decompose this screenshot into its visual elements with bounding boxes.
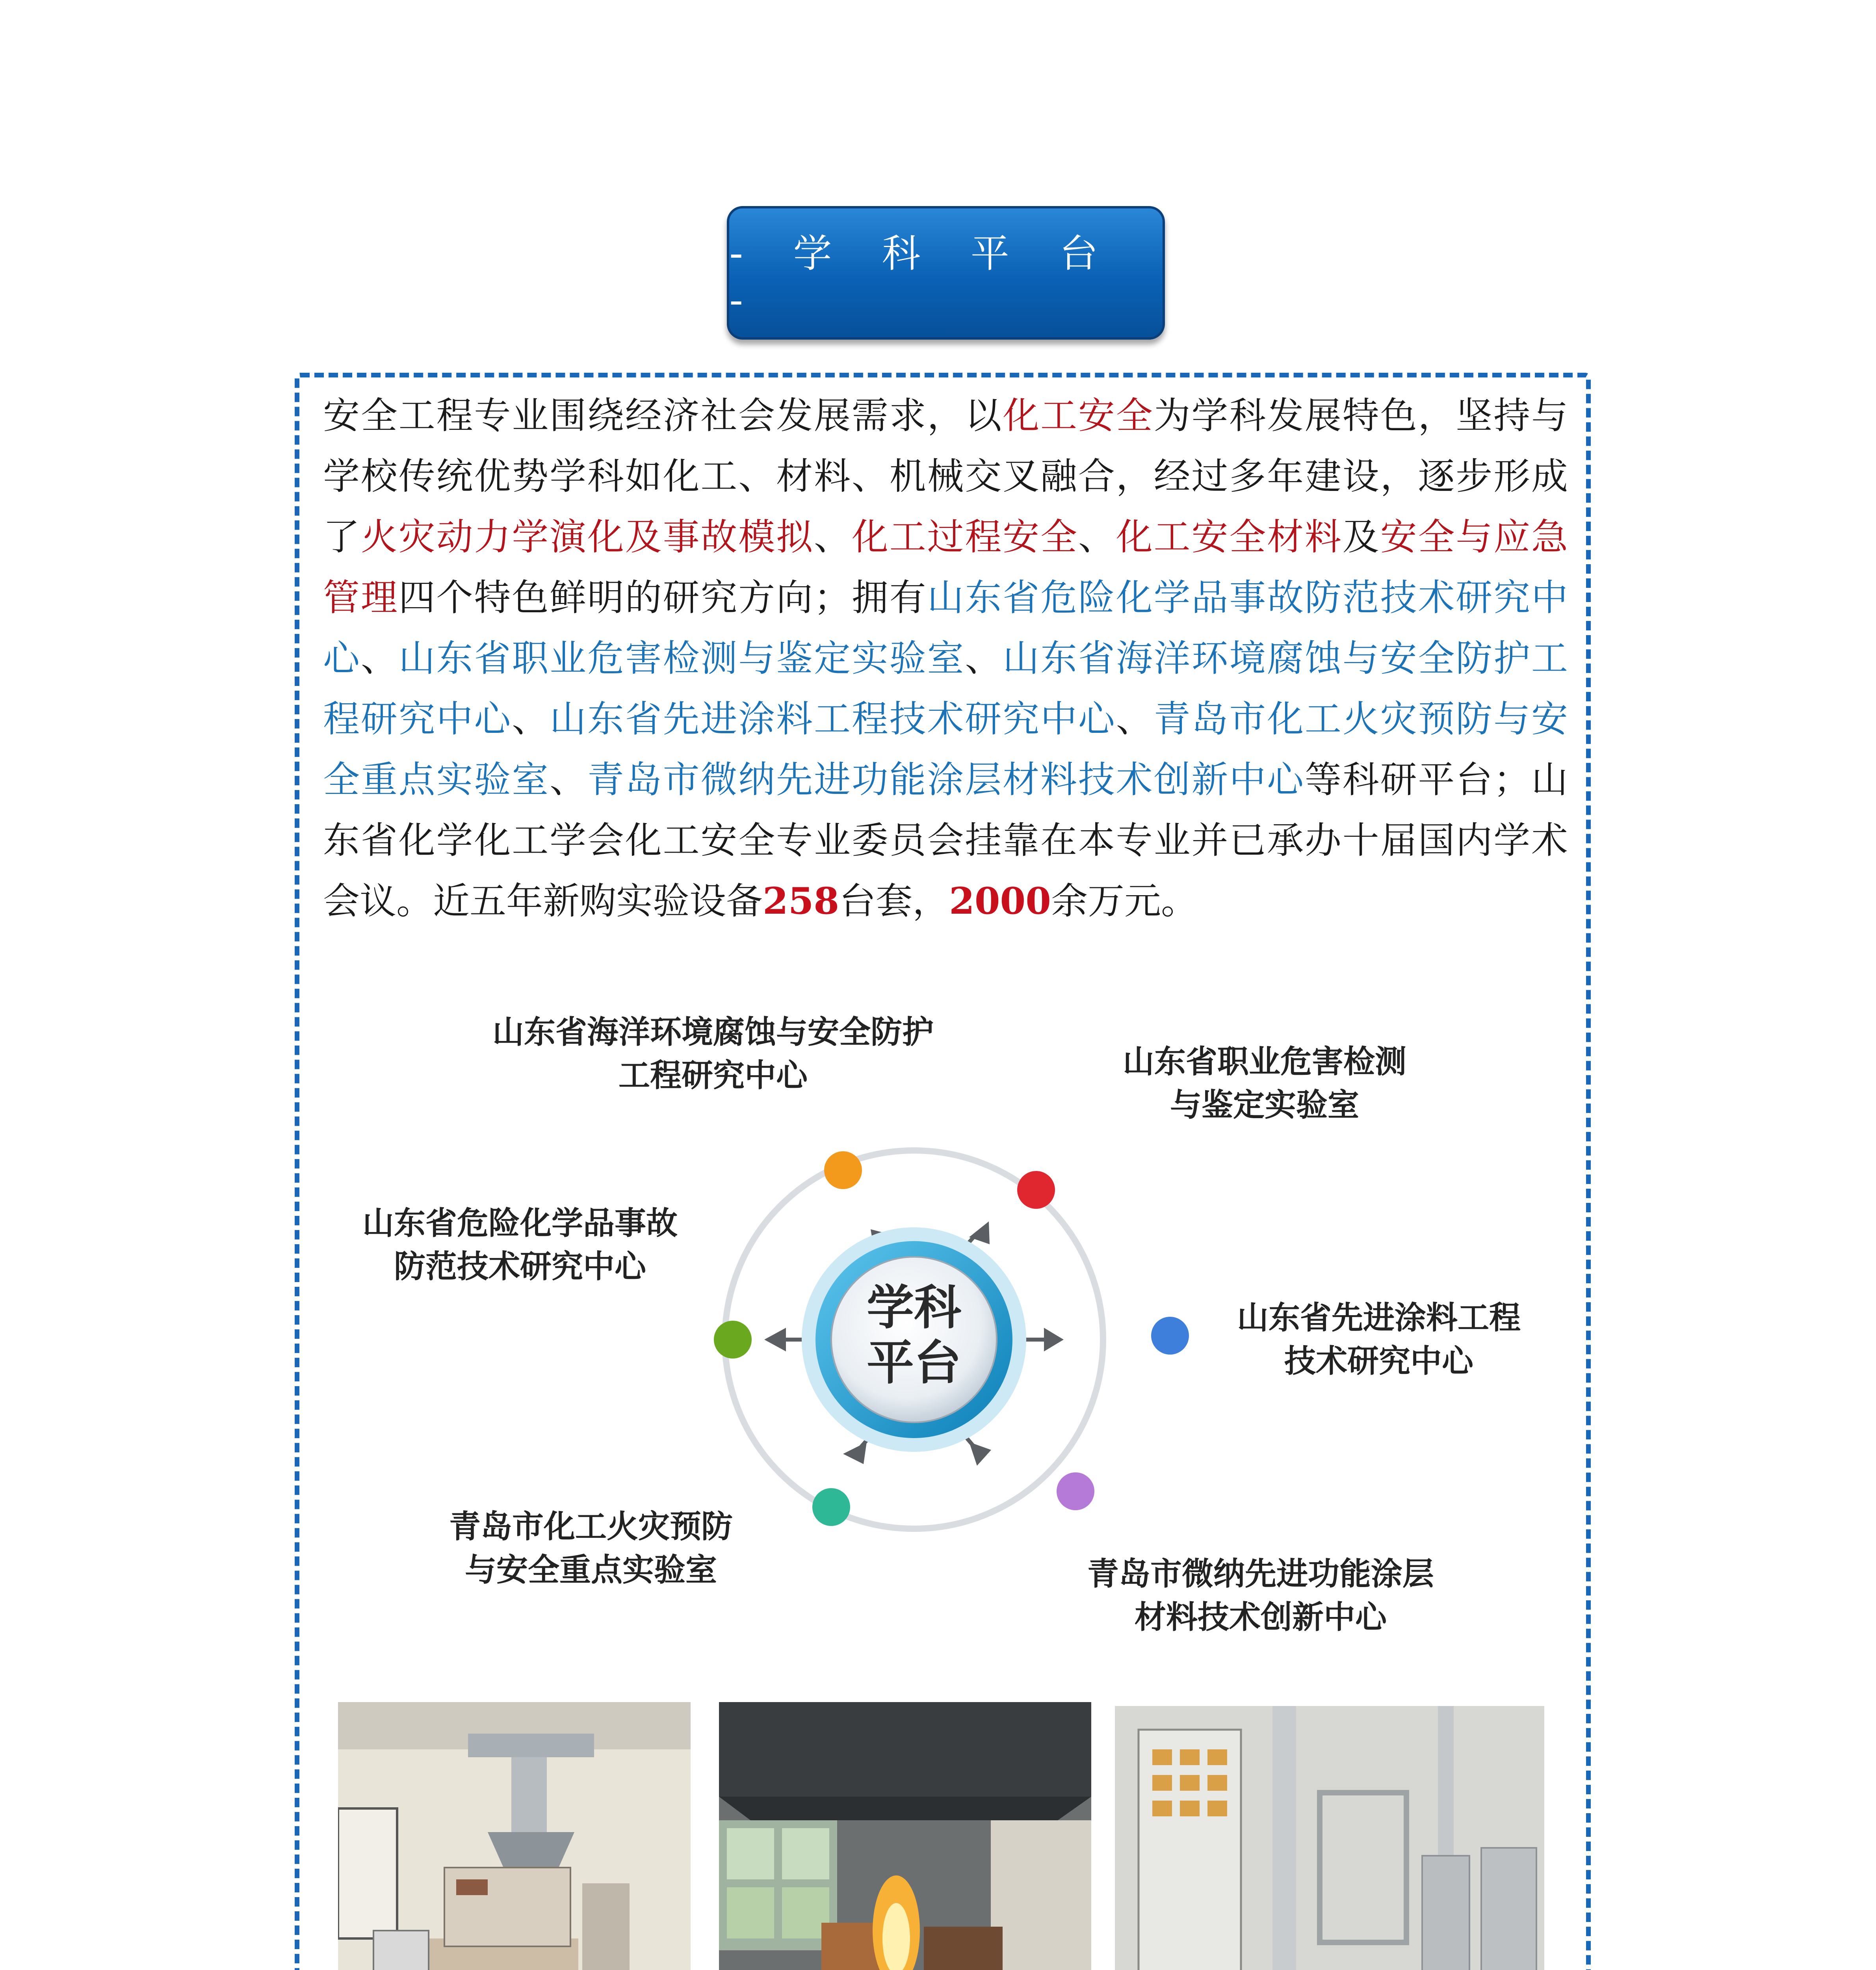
node-label-line: 青岛市化工火灾预防 — [449, 1508, 733, 1545]
center-label-line2: 平台 — [867, 1336, 961, 1390]
highlight-blue: 山东省先进涂料工程技术研究中心 — [550, 698, 1116, 740]
text-run: 及 — [1342, 516, 1380, 558]
highlight-red: 化工安全材料 — [1116, 516, 1343, 558]
node-label-fire-prevention — [394, 1505, 788, 1592]
node-dot — [1057, 1472, 1094, 1510]
node-label-line: 山东省先进涂料工程 — [1237, 1299, 1521, 1336]
node-label-advanced-coatings — [1190, 1296, 1568, 1383]
text-run: 、 — [360, 637, 399, 680]
node-dot — [812, 1488, 850, 1526]
node-label-line: 技术研究中心 — [1284, 1343, 1473, 1379]
highlight-blue: 青岛市化工火灾预防与安全重点实验室 — [323, 698, 1568, 801]
section-title: - 学 科 平 台 - — [729, 231, 1117, 323]
highlight-blue: 青岛市微纳先进功能涂层材料技术创新中心 — [587, 758, 1305, 801]
node-label-line: 山东省职业危害检测 — [1123, 1043, 1406, 1080]
node-dot — [824, 1151, 862, 1189]
section-title-banner — [727, 206, 1165, 340]
node-label-line: 与鉴定实验室 — [1170, 1087, 1359, 1123]
combustion-space-image — [719, 1702, 1091, 1970]
highlight-red: 化工安全 — [1003, 394, 1154, 437]
node-label-marine-corrosion — [433, 1011, 993, 1097]
photo-fault-diagnosis — [1115, 1706, 1544, 1970]
node-label-occupational-hazard — [1079, 1040, 1450, 1127]
node-label-line: 与安全重点实验室 — [465, 1552, 717, 1588]
text-run: 等科研平台；山东省化学化工学会化工安全专业委员会挂靠在本专业并已承办十届国内学术会议。近五年新购实验设备 — [323, 758, 1568, 922]
node-dot — [1017, 1171, 1055, 1209]
text-run: 、 — [512, 698, 550, 740]
highlight-red: 化工过程安全 — [851, 516, 1078, 558]
node-label-line: 工程研究中心 — [619, 1057, 808, 1094]
highlight-blue: 山东省职业危害检测与鉴定实验室 — [398, 637, 965, 680]
node-label-line: 防范技术研究中心 — [394, 1248, 646, 1285]
text-run: 、 — [965, 637, 1003, 680]
highlight-red: 火灾动力学演化及事故模拟 — [360, 516, 814, 558]
center-label-line1: 学科 — [867, 1280, 961, 1335]
node-label-line: 青岛市微纳先进功能涂层 — [1087, 1556, 1434, 1592]
node-dot — [1151, 1317, 1189, 1355]
photo-combustion-space — [719, 1702, 1091, 1970]
text-run: 余万元。 — [1051, 880, 1198, 922]
equipment-count: 258 — [763, 879, 840, 922]
node-dot — [714, 1321, 752, 1359]
node-label-line: 山东省危险化学品事故 — [362, 1205, 678, 1241]
equipment-photos — [323, 1702, 1568, 1970]
text-run: 、 — [1116, 698, 1154, 740]
highlight-blue: 山东省危险化学品事故防范技术研究中心 — [323, 576, 1568, 680]
photo-cone-calorimeter — [338, 1702, 691, 1970]
text-run: 、 — [1078, 516, 1116, 558]
equipment-value: 2000 — [949, 879, 1051, 922]
node-label-micro-nano-coatings — [1024, 1552, 1497, 1639]
text-run: 、 — [550, 758, 587, 801]
text-run: 、 — [814, 516, 852, 558]
fault-diagnosis-image — [1115, 1706, 1544, 1970]
cone-calorimeter-image — [338, 1702, 691, 1970]
highlight-red: 安全与应急管理 — [323, 516, 1568, 619]
platform-diagram — [323, 1001, 1568, 1671]
node-label-hazardous-chemicals — [323, 1202, 717, 1288]
text-run: 台套， — [839, 880, 949, 922]
text-run: 为学科发展特色，坚持与学校传统优势学科如化工、材料、机械交叉融合，经过多年建设，逐步形成了 — [323, 394, 1568, 558]
text-run: 四个特色鲜明的研究方向；拥有 — [398, 576, 927, 619]
node-label-line: 山东省海洋环境腐蚀与安全防护 — [492, 1014, 934, 1050]
intro-paragraph — [323, 385, 1568, 931]
highlight-blue: 山东省海洋环境腐蚀与安全防护工程研究中心 — [323, 637, 1568, 740]
node-label-line: 材料技术创新中心 — [1135, 1599, 1387, 1635]
text-run: 安全工程专业围绕经济社会发展需求，以 — [323, 394, 1003, 437]
